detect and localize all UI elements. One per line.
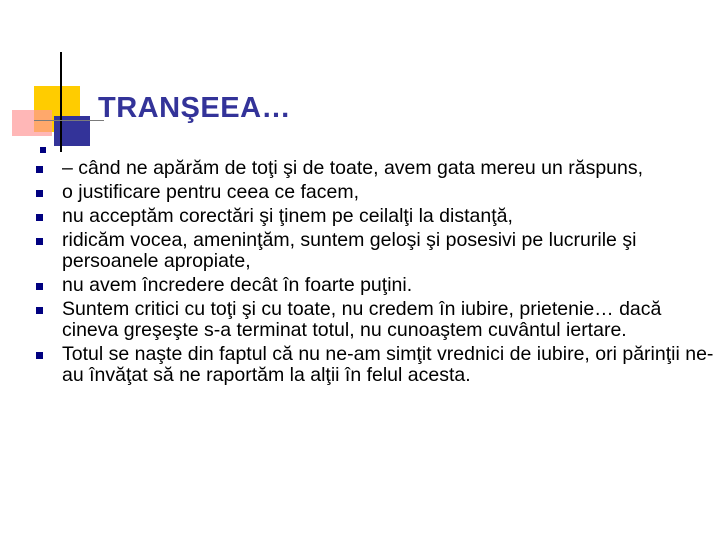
square-bullet-icon <box>36 238 43 245</box>
slide-title: TRANŞEEA… <box>98 92 292 124</box>
bullet-text: Totul se naşte din faptul că nu ne-am simţit vrednici de iubire, ori părinţii ne-au învăţat să ne raportăm la alţii în felul acesta. <box>62 343 714 386</box>
square-bullet-icon <box>36 283 43 290</box>
logo-vertical-line <box>60 52 62 152</box>
bullet-list <box>36 158 720 389</box>
list-item <box>36 230 720 272</box>
bullet-text: nu acceptăm corectări şi ţinem pe ceilalţi la distanţă, <box>62 205 513 227</box>
bullet-text: Suntem critici cu toţi şi cu toate, nu credem în iubire, prietenie… dacă cineva greşeşte s-a terminat totul, nu cunoaştem cuvântul iertare. <box>62 298 662 341</box>
square-bullet-icon <box>36 214 43 221</box>
square-bullet-icon <box>36 166 43 173</box>
list-item <box>36 182 720 203</box>
bullet-text: nu avem încredere decât în foarte puţini. <box>62 274 413 296</box>
square-bullet-icon <box>36 190 43 197</box>
list-item <box>36 344 720 386</box>
bullet-text: – când ne apărăm de toţi şi de toate, avem gata mereu un răspuns, <box>62 157 644 179</box>
square-bullet-icon <box>36 352 43 359</box>
slide-decoration-icon <box>0 0 110 160</box>
list-item <box>36 299 720 341</box>
logo-dot <box>40 147 46 153</box>
bullet-text: ridicăm vocea, ameninţăm, suntem geloşi şi posesivi pe lucrurile şi persoanele apropiate, <box>62 229 637 272</box>
square-bullet-icon <box>36 307 43 314</box>
logo-horizontal-line <box>34 120 104 121</box>
list-item <box>36 158 720 179</box>
logo-red-rect <box>12 110 52 136</box>
bullet-text: o justificare pentru ceea ce facem, <box>62 181 359 203</box>
list-item <box>36 206 720 227</box>
list-item <box>36 275 720 296</box>
